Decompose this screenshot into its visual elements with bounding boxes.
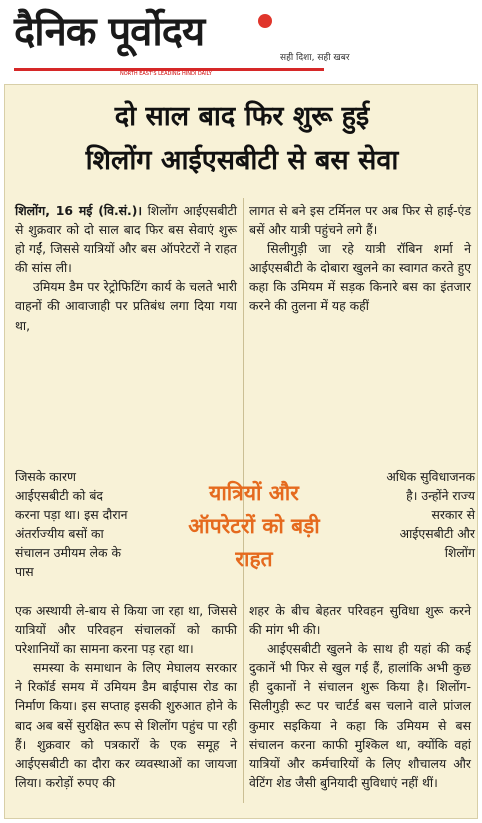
dateline: शिलोंग, 16 मई (वि.सं.)। (15, 203, 143, 218)
tagline: सही दिशा, सही खबर (280, 53, 350, 63)
right-wrap-text: अधिक सुविधाजनक है। उन्होंने राज्य सरकार से आईएसबीटी और शिलोंग (386, 469, 475, 561)
right-paragraph-3: शहर के बीच बेहतर परिवहन सुविधा शुरू करने की मांग भी की। (249, 603, 471, 638)
logo-sun-icon (258, 14, 272, 28)
headline (5, 95, 479, 183)
left-paragraph-3: एक अस्थायी ले-बाय से किया जा रहा था, जिससे यात्रियों और परिवहन संचालकों को काफी परेशानियों का सामना करना पड़ रहा था। (15, 603, 237, 657)
news-article (4, 84, 478, 819)
left-paragraph-1: शिलोंग आईएसबीटी से शुक्रवार को दो साल बाद फिर बस सेवाएं शुरू हो गईं, जिससे यात्रियों और बस ऑपरेटरों ने राहत की सांस ली। (15, 203, 237, 276)
right-column-bottom (249, 601, 471, 792)
pull-quote-line-1: यात्रियों और (209, 481, 299, 505)
right-column-top (249, 201, 471, 316)
right-paragraph-1: लागत से बने इस टर्मिनल पर अब फिर से हाई-एंड बसें और यात्री पहुंचने लगे हैं। (249, 203, 471, 238)
newspaper-logo: दैनिक पूर्वोदय (14, 9, 205, 55)
pull-quote-line-2: ऑपरेटरों को बड़ी (188, 514, 320, 538)
right-paragraph-4: आईएसबीटी खुलने के साथ ही यहां की कई दुकानें भी फिर से खुल गई हैं, हालांकि अभी कुछ ही दुकानों ने संचालन शुरू किया है। शिलोंग-सिलीगुड़ी रूट पर चार्टर्ड बस चलाने वाले प्रांजल कुमार सइकिया ने कहा कि उमियम से बस संचालन करना काफी मुश्किल था, क्योंकि वहां यात्रियों और कर्मचारियों के लिए शौचालय और वेटिंग शेड जैसी बुनियादी सुविधाएं नहीं थीं। (249, 641, 471, 790)
pull-quote (141, 477, 367, 576)
left-column-bottom (15, 601, 237, 792)
pull-quote-line-3: राहत (235, 547, 273, 571)
left-paragraph-2: उमियम डैम पर रेट्रोफिटिंग कार्य के चलते भारी वाहनों की आवाजाही पर प्रतिबंध लगा दिया गया था, (15, 279, 237, 333)
headline-line-2: शिलोंग आईएसबीटी से बस सेवा (85, 145, 399, 176)
masthead-rule-text: NORTH EAST'S LEADING HINDI DAILY (120, 71, 212, 77)
left-paragraph-4: समस्या के समाधान के लिए मेघालय सरकार ने रिकॉर्ड समय में उमियम डैम बाईपास रोड का निर्माण किया। इस सप्ताह इसकी शुरुआत होने के बाद अब बसें सुरक्षित रूप से शिलोंग पहुंच पा रही हैं। शुक्रवार को पत्रकारों के एक समूह ने आईएसबीटी का दौरा कर व्यवस्थाओं का जायजा लिया। करोड़ों रुपए की (15, 660, 237, 790)
left-wrap-text: जिसके कारण आईएसबीटी को बंद करना पड़ा था। इस दौरान अंतर्राज्यीय बसों का संचालन उमीयम लेक के पास (15, 469, 128, 580)
masthead (0, 0, 482, 80)
headline-line-1: दो साल बाद फिर शुरू हुई (114, 101, 370, 132)
left-column-top (15, 201, 237, 335)
right-paragraph-2: सिलीगुड़ी जा रहे यात्री रॉबिन शर्मा ने आईएसबीटी के दोबारा खुलने का स्वागत करते हुए कहा कि उमियम में सड़क किनारे बस का इंतजार करने की तुलना में यह कहीं (249, 241, 471, 314)
